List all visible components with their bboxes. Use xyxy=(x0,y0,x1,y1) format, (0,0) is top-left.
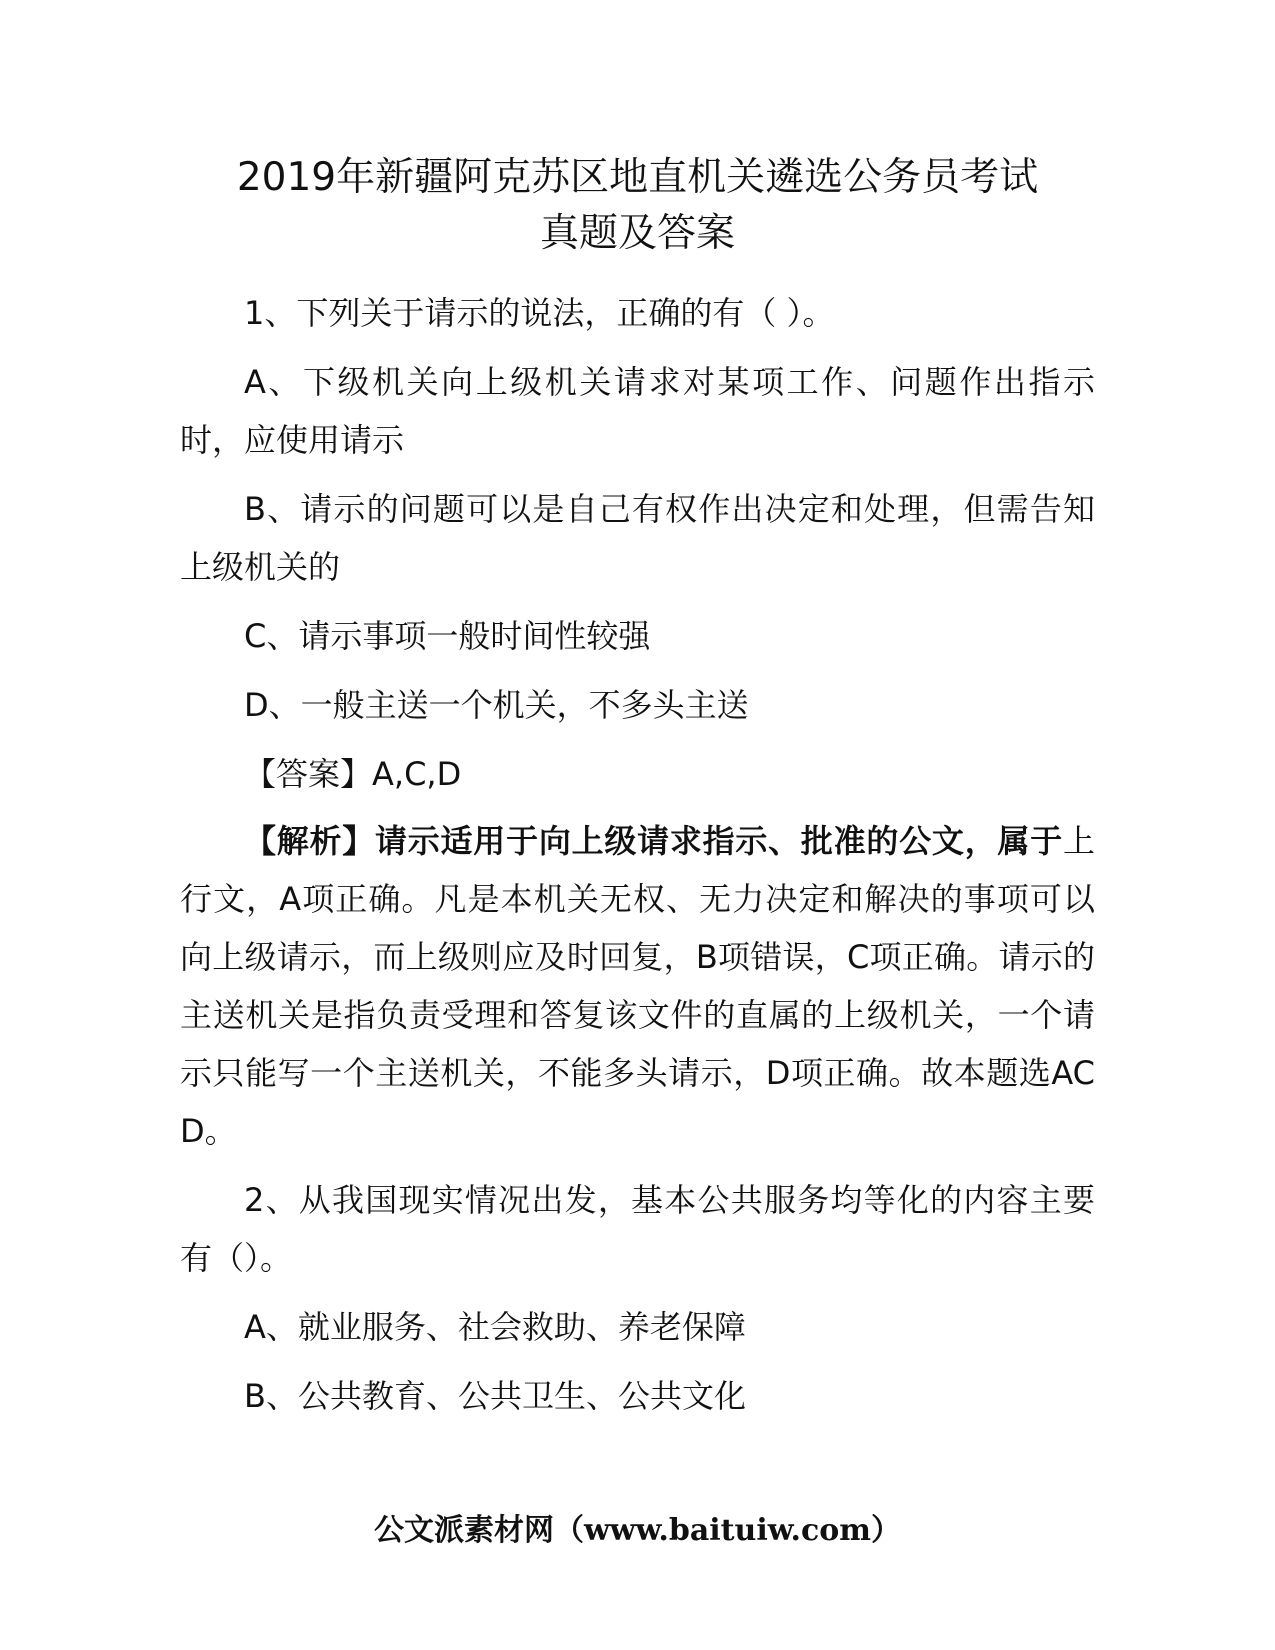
question-2-stem: 2、从我国现实情况出发，基本公共服务均等化的内容主要有（）。 xyxy=(180,1181,1095,1277)
question-1-option-c: C、请示事项一般时间性较强 xyxy=(244,617,651,655)
page-footer: 公文派素材网（www.baituiw.com） xyxy=(373,1513,902,1548)
question-1-analysis-text: 上行文，A项正确。凡是本机关无权、无力决定和解决的事项可以向上级请示，而上级则应及时回复，B项错误，C项正确。请示的主送机关是指负责受理和答复该文件的直属的上级机关，一个请示只能写一个主送机关，不能多头请示，D项正确。故本题选ACD。 xyxy=(180,822,1095,1150)
question-2-option-b: B、公共教育、公共卫生、公共文化 xyxy=(244,1377,746,1415)
title-line-2: 真题及答案 xyxy=(539,211,735,256)
title-line-1: 2019年新疆阿克苏区地直机关遴选公务员考试 xyxy=(236,155,1039,200)
document-body xyxy=(180,284,1095,1436)
question-1-answer: 【答案】A,C,D xyxy=(244,755,462,793)
question-1-option-d: D、一般主送一个机关，不多头主送 xyxy=(244,686,749,724)
question-1-option-b: B、请示的问题可以是自己有权作出决定和处理，但需告知上级机关的 xyxy=(180,490,1095,586)
question-2-option-a: A、就业服务、社会救助、养老保障 xyxy=(244,1308,746,1346)
question-1-stem: 1、下列关于请示的说法，正确的有（ ）。 xyxy=(244,294,835,332)
question-1-option-a: A、下级机关向上级机关请求对某项工作、问题作出指示时，应使用请示 xyxy=(180,363,1095,459)
question-1-analysis-label: 【解析】请示适用于向上级请求指示、批准的公文，属于 xyxy=(244,822,1063,860)
document-title xyxy=(180,150,1095,262)
question-1-analysis xyxy=(180,812,1095,1160)
